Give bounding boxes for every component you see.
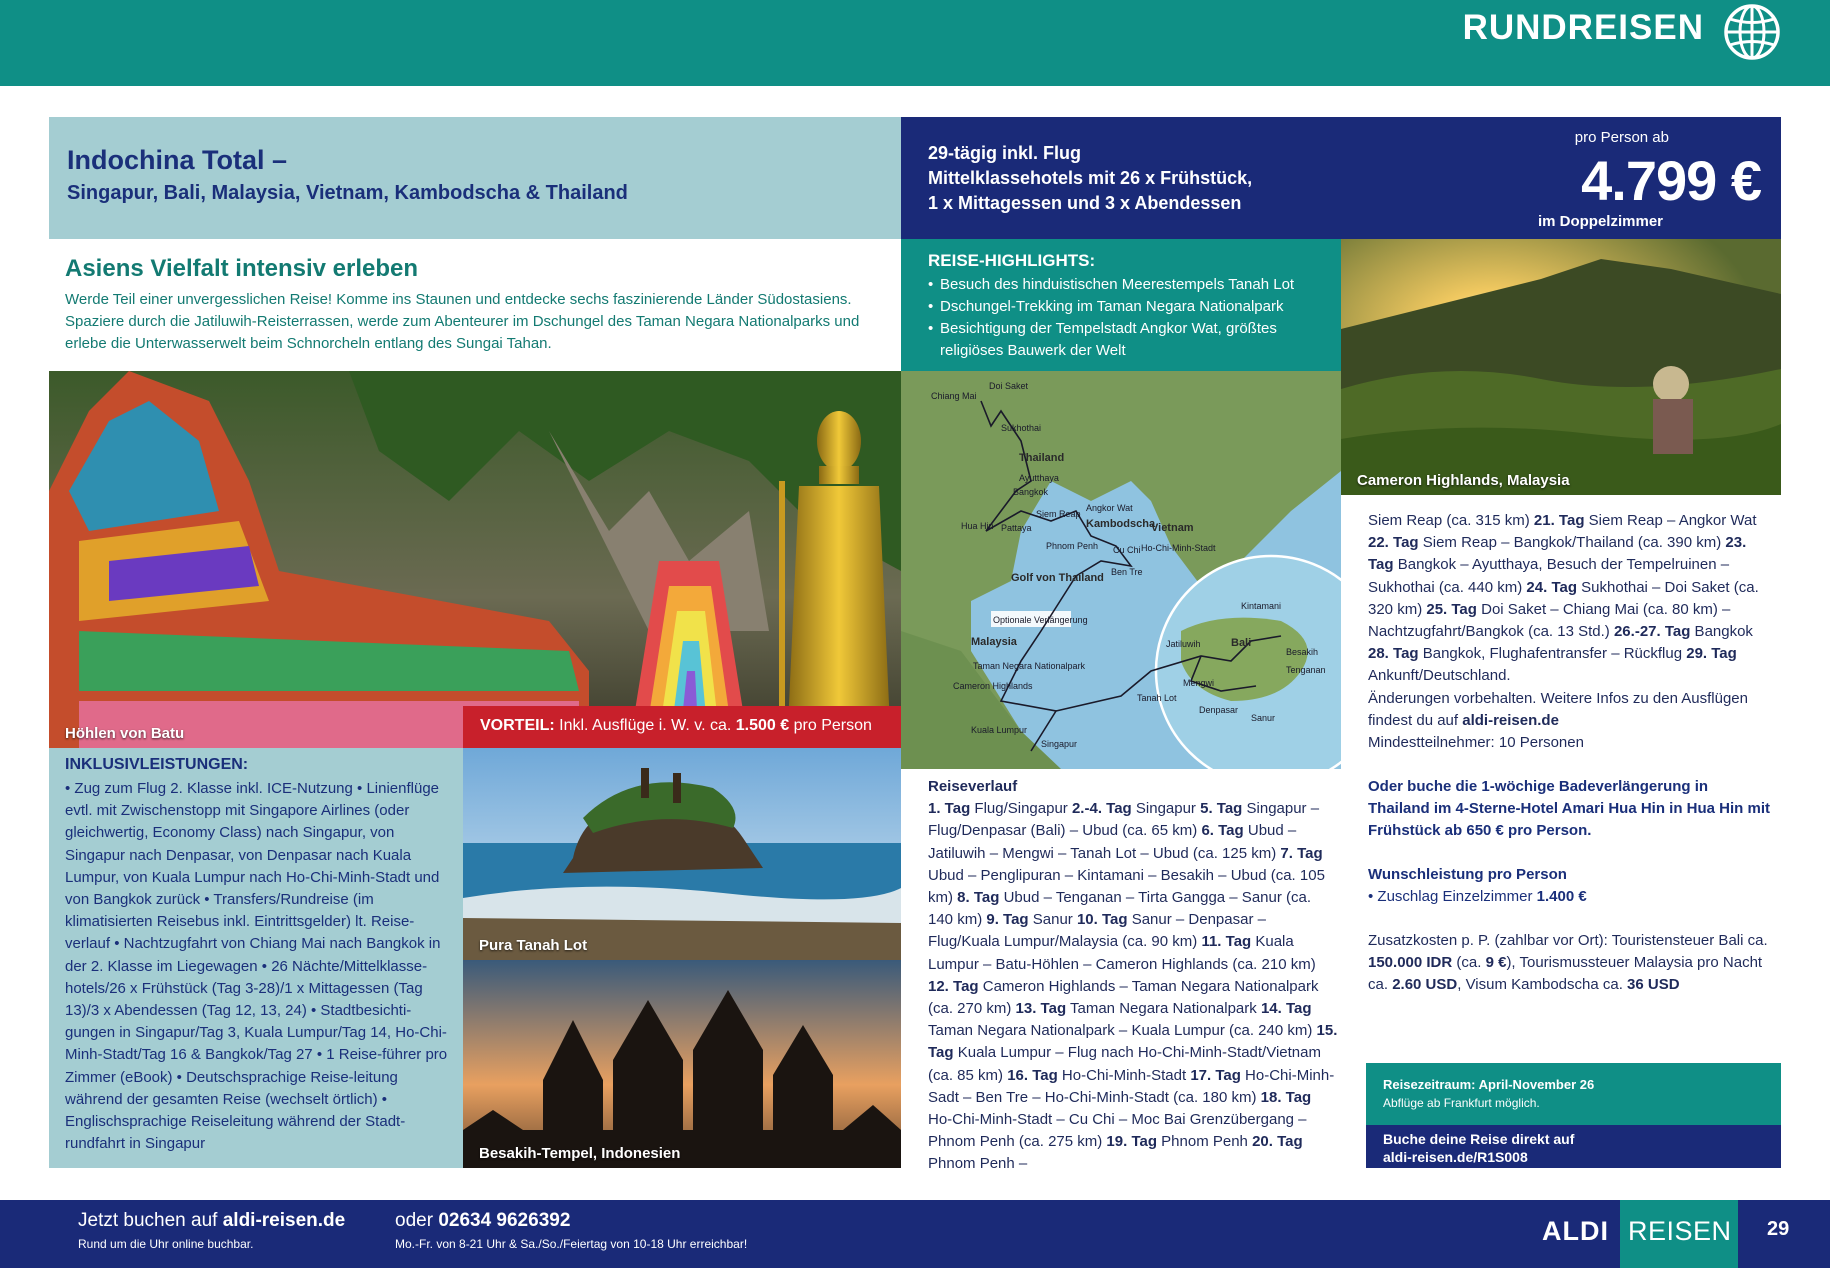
day-text: Taman Negara Nationalpark – Kuala Lumpur (ca. 240 km) bbox=[928, 1022, 1317, 1040]
map-label-tanah-lot: Tanah Lot bbox=[1137, 693, 1177, 703]
day-text: Ubud – Penglipuran – Kintamani – Besakih – Ubud (ca. 105 km) bbox=[928, 866, 1325, 907]
map-label-hcmc: Ho-Chi-Minh-Stadt bbox=[1141, 543, 1216, 553]
additional-costs bbox=[1368, 930, 1773, 1000]
map-label-singapur: Singapur bbox=[1041, 739, 1078, 749]
map-label-ayutthaya: Ayutthaya bbox=[1019, 473, 1059, 483]
day-text: Ho-Chi-Minh-Sadt – Ben Tre – Ho-Chi-Minh-Stadt (ca. 180 km) bbox=[928, 1066, 1335, 1106]
map-label-pattaya: Pattaya bbox=[1001, 523, 1032, 533]
map-label-jatiluwih: Jatiluwih bbox=[1166, 639, 1201, 649]
day-label: 2.-4. Tag bbox=[1071, 800, 1132, 818]
day-text: Kuala Lumpur – Flug nach Ho-Chi-Minh-Stadt/Vietnam (ca. 85 km) bbox=[928, 1044, 1321, 1084]
footer-phone-prefix: oder bbox=[395, 1210, 439, 1231]
day-text: Ho-Chi-Minh-Stadt – Cu Chi – Moc Bai Grenzübergang – Phnom Penh (ca. 275 km) bbox=[928, 1111, 1307, 1151]
day-label: 23. Tag bbox=[1368, 534, 1747, 574]
vorteil-text: Inkl. Ausflüge i. W. v. ca. bbox=[554, 717, 736, 734]
besakih-image bbox=[463, 960, 901, 1168]
day-label: 8. Tag bbox=[957, 889, 1000, 907]
itinerary-text bbox=[928, 798, 1338, 1175]
globe-icon bbox=[1722, 2, 1782, 62]
footer-phone bbox=[395, 1210, 570, 1232]
map-label-taman-negara: Taman Negara Nationalpark bbox=[973, 661, 1086, 671]
day-label: 10. Tag bbox=[1076, 911, 1128, 929]
day-text: Siem Reap (ca. 315 km) bbox=[1368, 512, 1534, 529]
route-map-svg bbox=[901, 371, 1341, 769]
booking-link[interactable]: aldi-reisen.de/R1S008 bbox=[1383, 1149, 1528, 1165]
map-label-bali: Bali bbox=[1231, 637, 1252, 649]
intro-heading: Asiens Vielfalt intensiv erleben bbox=[65, 255, 419, 282]
vorteil-banner bbox=[463, 706, 901, 748]
photo-batu-caves bbox=[49, 371, 901, 748]
offer-line-3: 1 x Mittagessen und 3 x Abendessen bbox=[928, 193, 1242, 213]
map-label-bangkok: Bangkok bbox=[1013, 487, 1049, 497]
price-prefix: pro Person ab bbox=[1574, 129, 1669, 146]
page-title: Indochina Total – bbox=[67, 145, 288, 175]
day-text: Bangkok – Ayutthaya, Besuch der Tempelruinen – Sukhothai (ca. 440 km) bbox=[1368, 556, 1730, 596]
caption-batu: Höhlen von Batu bbox=[65, 725, 185, 742]
day-text: Kuala Lumpur – Batu-Höhlen – Cameron Highlands (ca. 210 km) bbox=[928, 933, 1316, 973]
map-label-kintamani: Kintamani bbox=[1241, 601, 1282, 611]
map-label-ben-tre: Ben Tre bbox=[1111, 567, 1143, 577]
day-text: Cameron Highlands – Taman Negara Nationalpark (ca. 270 km) bbox=[928, 977, 1319, 1018]
price: 4.799 € bbox=[1581, 149, 1761, 212]
map-label-golf: Golf von Thailand bbox=[1011, 572, 1104, 584]
map-label-phnom-penh: Phnom Penh bbox=[1046, 541, 1099, 551]
aldi-reisen-link[interactable]: aldi-reisen.de bbox=[1462, 711, 1559, 729]
map-label-doi-saket: Doi Saket bbox=[989, 381, 1029, 391]
day-label: 17. Tag bbox=[1190, 1066, 1241, 1084]
zusatz-text: ), Tourismussteuer Malaysia pro Nacht ca. bbox=[1368, 954, 1763, 994]
bade-extension: Oder buche die 1-wöchige Badeverlängerung in Thailand im 4-Sterne-Hotel Amari Hua Hin in Hua Hin mit Frühstück ab 650 € pro Person. bbox=[1368, 778, 1770, 840]
map-label-siem-reap: Siem Reap bbox=[1036, 509, 1081, 519]
map-label-mengwi: Mengwi bbox=[1183, 678, 1215, 688]
vorteil-label: VORTEIL: bbox=[480, 717, 555, 734]
day-label: 12. Tag bbox=[928, 977, 979, 995]
day-text: Doi Saket – Chiang Mai (ca. 80 km) – Nachtzugfahrt/Bangkok (ca. 13 Std.) bbox=[1368, 600, 1731, 641]
map-label-sanur: Sanur bbox=[1251, 713, 1276, 723]
day-label: 18. Tag bbox=[1260, 1088, 1312, 1106]
zusatz-value: 150.000 IDR bbox=[1368, 954, 1453, 972]
day-label: 28. Tag bbox=[1368, 645, 1419, 663]
day-label: 1. Tag bbox=[928, 800, 971, 818]
vorteil-amount: 1.500 € bbox=[735, 717, 790, 734]
cameron-image bbox=[1341, 239, 1781, 495]
day-label: 7. Tag bbox=[1280, 844, 1323, 862]
day-text: Flug/Singapur bbox=[970, 800, 1072, 818]
photo-tanah-lot bbox=[463, 748, 901, 960]
zusatz-value: 36 USD bbox=[1627, 976, 1680, 994]
top-bar bbox=[0, 0, 1830, 86]
footer-phone-sub: Mo.-Fr. von 8-21 Uhr & Sa./So./Feiertag von 10-18 Uhr erreichbar! bbox=[395, 1237, 748, 1251]
highlight-item: • Dschungel-Trekking im Taman Negara Nationalpark bbox=[928, 296, 1325, 318]
offer-info bbox=[928, 141, 1252, 216]
day-label: 22. Tag bbox=[1368, 534, 1419, 552]
booking-box[interactable] bbox=[1366, 1125, 1781, 1168]
day-text: Sukhothai – Doi Saket (ca. 320 km) bbox=[1368, 578, 1759, 618]
wunschleistung bbox=[1368, 864, 1773, 924]
day-text: Sanur – Denpasar – Flug/Kuala Lumpur/Malaysia (ca. 90 km) bbox=[928, 911, 1266, 951]
highlights-heading: REISE-HIGHLIGHTS: bbox=[928, 251, 1096, 270]
day-label: 5. Tag bbox=[1200, 800, 1243, 818]
map-label-besakih: Besakih bbox=[1286, 647, 1319, 657]
map-label-vietnam: Vietnam bbox=[1151, 522, 1194, 534]
day-label: 15. Tag bbox=[928, 1022, 1338, 1062]
day-label: 21. Tag bbox=[1533, 512, 1585, 529]
map-label-cameron: Cameron Highlands bbox=[953, 681, 1033, 691]
map-label-thailand: Thailand bbox=[1019, 452, 1065, 464]
itinerary-notes: Änderungen vorbehalten. Weitere Infos zu den Ausflügen findest du auf bbox=[1368, 689, 1748, 729]
day-label: 13. Tag bbox=[1015, 1000, 1067, 1018]
departure-info: Abflüge ab Frankfurt möglich. bbox=[1383, 1096, 1540, 1110]
day-label: 25. Tag bbox=[1426, 600, 1477, 618]
brand-aldi: ALDI bbox=[1542, 1216, 1609, 1246]
caption-cameron: Cameron Highlands, Malaysia bbox=[1357, 472, 1570, 489]
zusatz-text: (ca. bbox=[1452, 954, 1486, 972]
day-label: 24. Tag bbox=[1526, 578, 1577, 596]
map-label-hua-hin: Hua Hin bbox=[961, 521, 994, 531]
map-label-denpasar: Denpasar bbox=[1199, 705, 1239, 715]
day-text: Bangkok, Flughafentransfer – Rückflug bbox=[1418, 645, 1687, 663]
map-label-tenganan: Tenganan bbox=[1286, 665, 1326, 675]
highlights-box bbox=[901, 239, 1341, 371]
day-label: 20. Tag bbox=[1252, 1133, 1303, 1151]
price-box bbox=[901, 117, 1781, 239]
wunsch-item-label: • Zuschlag Einzelzimmer bbox=[1368, 888, 1537, 906]
day-text: Bangkok bbox=[1690, 623, 1753, 641]
price-suffix: im Doppelzimmer bbox=[1537, 213, 1663, 230]
wunsch-heading: Wunschleistung pro Person bbox=[1368, 866, 1567, 883]
caption-tanah: Pura Tanah Lot bbox=[479, 937, 588, 954]
day-text: Phnom Penh – bbox=[928, 1155, 1028, 1173]
map-label-kambodscha: Kambodscha bbox=[1086, 518, 1156, 530]
map-label-chiang-mai: Chiang Mai bbox=[931, 391, 977, 401]
intro bbox=[49, 239, 901, 371]
photo-cameron-highlands bbox=[1341, 239, 1781, 495]
batu-caves-image bbox=[49, 371, 901, 748]
footer-book bbox=[78, 1210, 345, 1232]
footer bbox=[0, 1200, 1830, 1268]
map-label-sukhothai: Sukhothai bbox=[1001, 423, 1042, 433]
wunsch-amount: 1.400 € bbox=[1536, 888, 1587, 906]
title-box bbox=[49, 117, 901, 239]
itinerary-part-2 bbox=[1368, 510, 1773, 756]
map-label-angkor-wat: Angkor Wat bbox=[1086, 503, 1133, 513]
day-label: 16. Tag bbox=[1007, 1066, 1058, 1084]
zusatz-value: 2.60 USD bbox=[1392, 976, 1458, 994]
itinerary-heading: Reiseverlauf bbox=[928, 778, 1018, 795]
map-label-optional: Optionale Verlängerung bbox=[993, 615, 1088, 625]
day-text: Siem Reap – Bangkok/Thailand (ca. 390 km) bbox=[1418, 534, 1726, 552]
intro-text: Werde Teil einer unvergesslichen Reise! Komme ins Staunen und entdecke sechs faszinierende Länder Südostasiens. Spaziere durch die Jatiluwih-Reisterrassen, werde zum Abenteurer im Dschungel des Taman Negara Nationalparks und erlebe die Unterwasserwelt beim Schnorcheln entlang des Sungai Tahan. bbox=[65, 291, 860, 352]
min-participants: Mindestteilnehmer: 10 Personen bbox=[1368, 734, 1584, 752]
highlights-list bbox=[928, 274, 1325, 362]
map-label-cu-chi: Cu Chi bbox=[1113, 545, 1141, 555]
footer-book-sub: Rund um die Uhr online buchbar. bbox=[78, 1237, 254, 1251]
day-text: Ubud – Tenganan – Tirta Gangga – Sanur (ca. 140 km) bbox=[928, 889, 1312, 929]
booking-label: Buche deine Reise direkt auf bbox=[1383, 1131, 1575, 1147]
day-text: Singapur bbox=[1131, 800, 1201, 818]
travel-period-box bbox=[1366, 1063, 1781, 1125]
zusatz-text: , Visum Kambodscha ca. bbox=[1457, 976, 1628, 994]
footer-phone-number[interactable]: 02634 9626392 bbox=[438, 1210, 571, 1231]
day-label: 6. Tag bbox=[1201, 822, 1244, 840]
day-label: 29. Tag bbox=[1686, 645, 1737, 663]
map-label-malaysia: Malaysia bbox=[971, 636, 1017, 648]
footer-book-prefix: Jetzt buchen auf bbox=[78, 1210, 223, 1231]
day-text: Ubud – Jatiluwih – Mengwi – Tanah Lot – Ubud (ca. 125 km) bbox=[928, 822, 1297, 862]
inklusiv-text: • Zug zum Flug 2. Klasse inkl. ICE-Nutzung • Linienflüge evtl. mit Zwischenstopp mit Singapore Airlines (oder gleichwertig, Economy Class) nach Singapur, von Singapur nach Denpasar, von Denpasar nach Kuala Lumpur, von Kuala Lumpur nach Ho-Chi-Minh-Stadt und von Bangkok zurück • Transfers/Rundreise (im klimatisierten Reisebus inkl. Eintrittsgelder) lt. Reise-verlauf • Nachtzugfahrt von Chiang Mai nach Bangkok in der 2. Klasse im Liegewagen • 26 Nächte/Mittelklasse-hotels/26 x Frühstück (Tag 3-28)/1 x Mittagessen (Tag 13)/3 x Abendessen (Tag 12, 13, 24) • Stadtbesichti-gungen in Singapur/Tag 3, Kuala Lumpur/Tag 14, Ho-Chi-Minh-Stadt/Tag 16 & Bangkok/Tag 27 • 1 Reise-führer pro Zimmer (eBook) • Deutschsprachige Reise-leitung während der gesamten Reise (wechselt örtlich) • Englischsprachige Reiseleitung während der Stadt-rundfahrt in Singapur bbox=[65, 780, 448, 1153]
day-label: 26.-27. Tag bbox=[1613, 623, 1691, 641]
section-title: RUNDREISEN bbox=[1462, 8, 1704, 47]
page-subtitle: Singapur, Bali, Malaysia, Vietnam, Kambodscha & Thailand bbox=[67, 182, 628, 204]
day-text: Sanur bbox=[1028, 911, 1077, 929]
zusatz-text: Zusatzkosten p. P. (zahlbar vor Ort): Touristensteuer Bali ca. bbox=[1368, 932, 1768, 949]
day-text: Singapur – Flug/Denpasar (Bali) – Ubud (ca. 65 km) bbox=[928, 800, 1320, 840]
page-number: 29 bbox=[1767, 1218, 1790, 1240]
travel-period: Reisezeitraum: April-November 26 bbox=[1383, 1077, 1595, 1092]
day-text: Taman Negara Nationalpark bbox=[1066, 1000, 1261, 1018]
inklusiv-box bbox=[49, 748, 463, 1168]
tanah-lot-image bbox=[463, 748, 901, 960]
offer-line-1: 29-tägig inkl. Flug bbox=[928, 143, 1082, 163]
footer-book-link[interactable]: aldi-reisen.de bbox=[222, 1210, 346, 1231]
day-label: 14. Tag bbox=[1260, 1000, 1312, 1018]
offer-line-2: Mittelklassehotels mit 26 x Frühstück, bbox=[928, 168, 1253, 188]
highlight-item: • Besichtigung der Tempelstadt Angkor Wat, größtes religiöses Bauwerk der Welt bbox=[928, 318, 1325, 362]
highlight-item: • Besuch des hinduistischen Meerestempels Tanah Lot bbox=[928, 274, 1325, 296]
day-label: 9. Tag bbox=[986, 911, 1029, 929]
day-label: 11. Tag bbox=[1201, 933, 1252, 951]
caption-besakih: Besakih-Tempel, Indonesien bbox=[479, 1145, 681, 1162]
day-text: Phnom Penh bbox=[1157, 1133, 1253, 1151]
day-text: Ankunft/Deutschland. bbox=[1368, 667, 1511, 685]
inklusiv-heading: INKLUSIVLEISTUNGEN: bbox=[65, 756, 249, 773]
zusatz-value: 9 € bbox=[1485, 954, 1507, 972]
map-label-kuala-lumpur: Kuala Lumpur bbox=[971, 725, 1028, 735]
day-text: Siem Reap – Angkor Wat bbox=[1584, 512, 1757, 529]
day-label: 19. Tag bbox=[1106, 1133, 1157, 1151]
itinerary-part-1 bbox=[928, 776, 1338, 1176]
brand-reisen: REISEN bbox=[1628, 1216, 1732, 1246]
wunsch-item bbox=[1368, 886, 1773, 908]
vorteil-suffix: pro Person bbox=[789, 717, 872, 734]
photo-besakih bbox=[463, 960, 901, 1168]
day-text: Ho-Chi-Minh-Stadt bbox=[1057, 1066, 1191, 1084]
route-map bbox=[901, 371, 1341, 769]
